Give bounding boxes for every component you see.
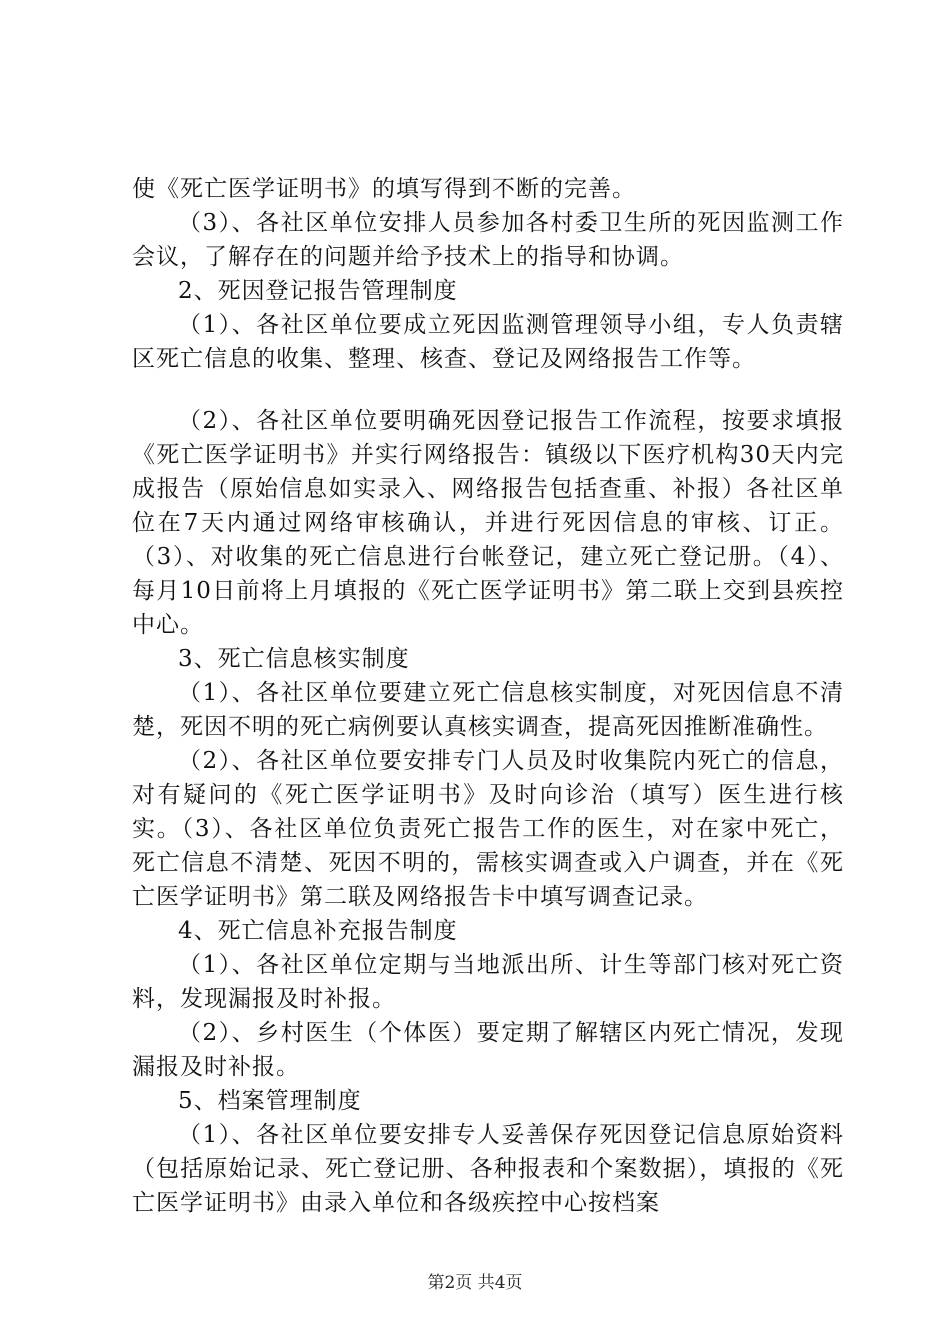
page-number-footer: 第2页 共4页 bbox=[427, 1273, 523, 1293]
paragraph-item-2-village-doctor: （2）、乡村医生（个体医）要定期了解辖区内死亡情况，发现漏报及时补报。 bbox=[132, 1020, 844, 1080]
paragraph-item-1-leadership-group: （1）、各社区单位要成立死因监测管理领导小组，专人负责辖区死亡信息的收集、整理、核查、登记及网络报告工作等。 bbox=[132, 312, 844, 372]
paragraph-item-2-collection: （2）、各社区单位要安排专门人员及时收集院内死亡的信息，对有疑问的《死亡医学证明书》及时向诊治（填写）医生进行核实。（3）、各社区单位负责死亡报告工作的医生，对在家中死亡，死亡信息不清楚、死因不明的，需核实调查或入户调查，并在《死亡医学证明书》第二联及网络报告卡中填写调查记录。 bbox=[132, 748, 844, 910]
paragraph-item-2-workflow: （2）、各社区单位要明确死因登记报告工作流程，按要求填报《死亡医学证明书》并实行网络报告：镇级以下医疗机构30天内完成报告（原始信息如实录入、网络报告包括查重、补报）各社区单位在7天内通过网络审核确认，并进行死因信息的审核、订正。（3）、对收集的死亡信息进行台帐登记，建立死亡登记册。（4）、每月10日前将上月填报的《死亡医学证明书》第二联上交到县疾控中心。 bbox=[132, 408, 844, 638]
paragraph-continuation: 使《死亡医学证明书》的填写得到不断的完善。 bbox=[132, 176, 636, 202]
document-body bbox=[132, 172, 844, 1220]
paragraph-gap bbox=[132, 376, 844, 404]
paragraph-item-3-meeting: （3）、各社区单位安排人员参加各村委卫生所的死因监测工作会议，了解存在的问题并给予技术上的指导和协调。 bbox=[132, 210, 844, 270]
section-heading-verification: 3、死亡信息核实制度 bbox=[178, 646, 410, 672]
section-heading-supplementary-report: 4、死亡信息补充报告制度 bbox=[178, 918, 458, 944]
paragraph-item-1-police-check: （1）、各社区单位定期与当地派出所、计生等部门核对死亡资料，发现漏报及时补报。 bbox=[132, 952, 844, 1012]
section-heading-archive: 5、档案管理制度 bbox=[178, 1088, 362, 1114]
paragraph-item-1-verification: （1）、各社区单位要建立死亡信息核实制度，对死因信息不清楚，死因不明的死亡病例要认真核实调查，提高死因推断准确性。 bbox=[132, 680, 844, 740]
paragraph-item-1-archive: （1）、各社区单位要安排专人妥善保存死因登记信息原始资料（包括原始记录、死亡登记册、各种报表和个案数据），填报的《死亡医学证明书》由录入单位和各级疾控中心按档案 bbox=[132, 1122, 844, 1216]
section-heading-registration-report: 2、死因登记报告管理制度 bbox=[178, 278, 458, 304]
